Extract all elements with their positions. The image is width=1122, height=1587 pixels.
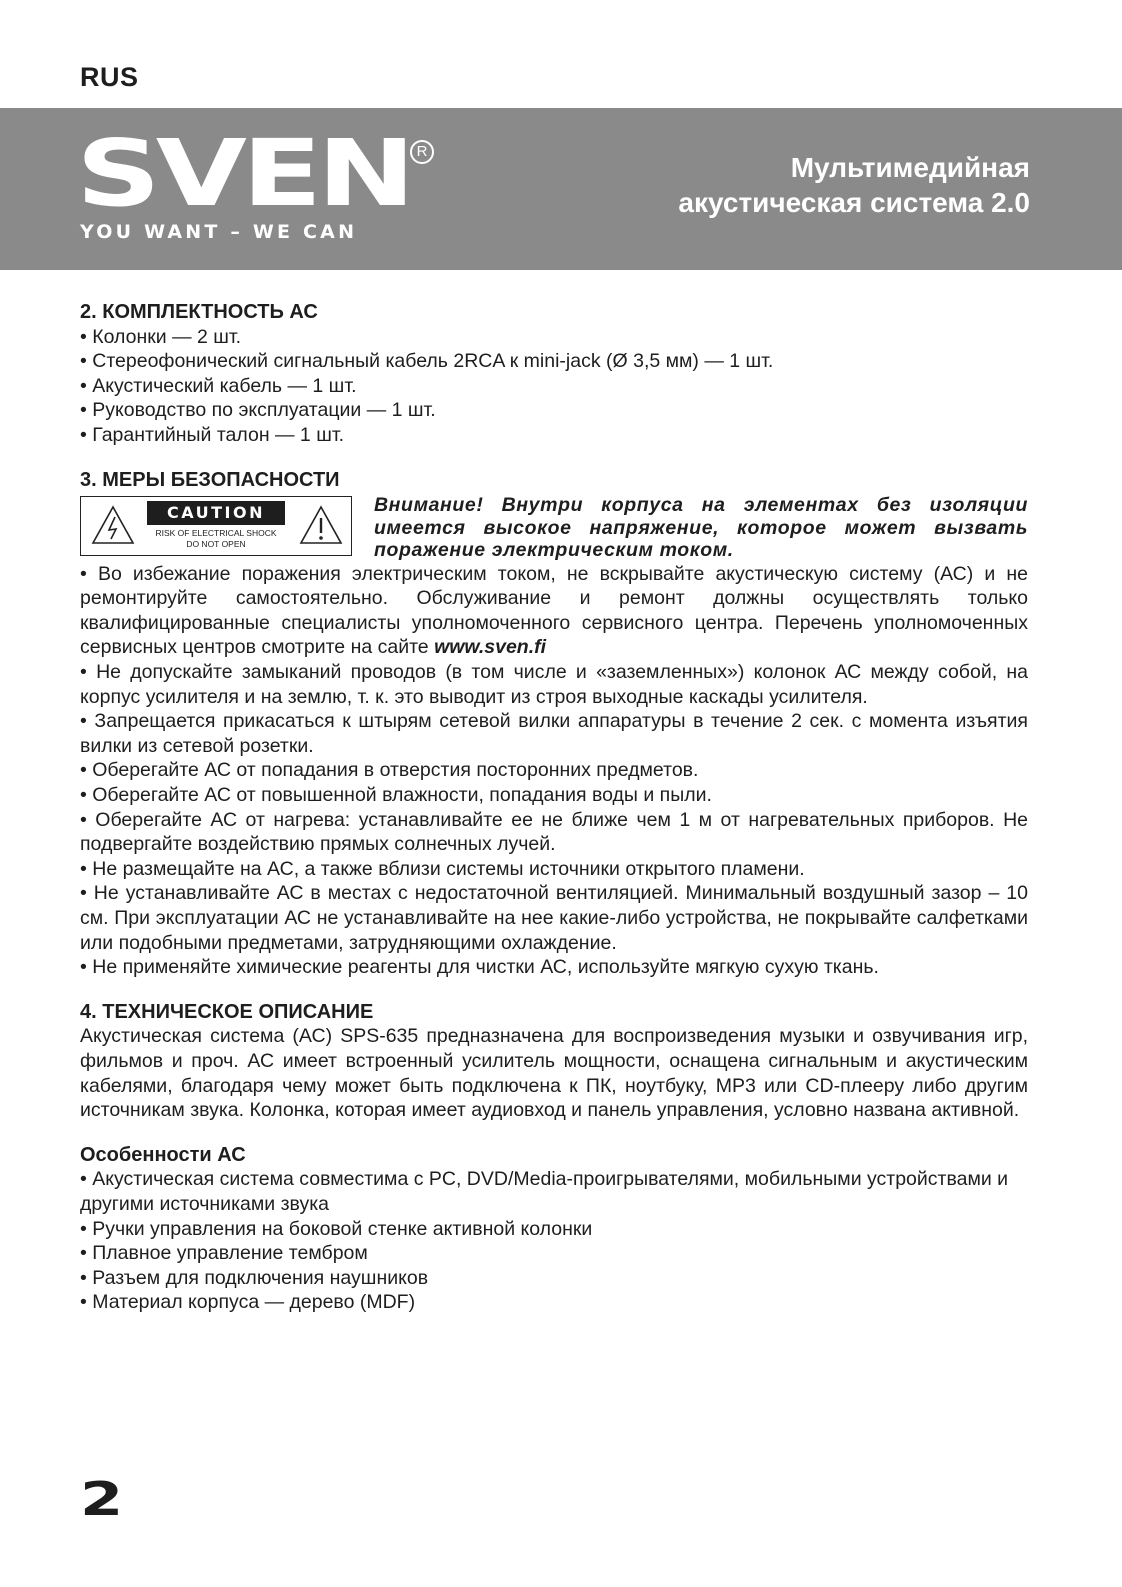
caution-label-box	[80, 496, 352, 556]
section-title: 3. МЕРЫ БЕЗОПАСНОСТИ	[80, 468, 340, 491]
list-item: • Оберегайте АС от нагрева: устанавливайте ее не ближе чем 1 м от нагревательных приборов. Не подвергайте воздействию прямых солнечных лучей.	[80, 808, 1028, 856]
list-item: • Запрещается прикасаться к штырям сетевой вилки аппаратуры в течение 2 сек. с момента изъятия вилки из сетевой розетки.	[80, 710, 1028, 757]
list-item: • Руководство по эксплуатации — 1 шт.	[80, 399, 436, 422]
product-title-line2: акустическая система 2.0	[678, 187, 1030, 218]
section-technical-description	[80, 1000, 1028, 1123]
language-label: RUS	[80, 62, 139, 92]
section-features	[80, 1143, 1028, 1315]
caution-subtext: RISK OF ELECTRICAL SHOCK	[155, 528, 277, 539]
list-item: • Разъем для подключения наушников	[80, 1266, 429, 1289]
list-item: • Оберегайте АС от попадания в отверстия посторонних предметов.	[80, 759, 699, 782]
brand-tagline: YOU WANT – WE CAN	[80, 221, 358, 243]
list-item: • Плавное управление тембром	[80, 1242, 368, 1265]
caution-block	[80, 494, 1028, 562]
list-item-text: • Во избежание поражения электрическим током, не вскрывайте акустическую систему (АС) и не ремонтируйте самостоятельно. Обслуживание и ремонт должны осуществлять только квалифицированные специалисты уполномоченного сервисного центра. Перечень уполномоченных сервисных центров смотрите на сайте	[80, 562, 1028, 659]
list-item: • Стереофонический сигнальный кабель 2RCA к mini-jack (Ø 3,5 мм) — 1 шт.	[80, 350, 774, 373]
document-body	[80, 300, 1028, 1315]
list-item: • Акустический кабель — 1 шт.	[80, 374, 357, 397]
section-title: Особенности АС	[80, 1143, 246, 1166]
list-item: • Акустическая система совместима с PC, DVD/Media-проигрывателями, мобильными устройствами и другими источниками звука	[80, 1168, 1009, 1215]
electric-hazard-icon	[91, 505, 135, 545]
section-package-contents	[80, 300, 1028, 448]
product-title-line1: Мультимедийная	[790, 152, 1030, 183]
list-item: • Оберегайте АС от повышенной влажности, попадания воды и пыли.	[80, 784, 712, 806]
list-item: • Материал корпуса — дерево (MDF)	[80, 1291, 416, 1314]
section-safety	[80, 468, 1028, 980]
caution-text: CAUTION	[147, 501, 285, 525]
list-item: • Ручки управления на боковой стенке активной колонки	[80, 1217, 593, 1240]
list-item: • Не применяйте химические реагенты для чистки АС, используйте мягкую сухую ткань.	[80, 956, 879, 979]
list-item: • Не размещайте на АС, а также вблизи системы источники открытого пламени.	[80, 857, 805, 880]
list-item: • Не допускайте замыканий проводов (в том числе и «заземленных») колонок АС между собой, на корпус усилителя и на землю, т. к. это выводит из строя выходные каскады усилителя.	[80, 661, 1028, 708]
product-title	[510, 150, 1030, 220]
page-number: 2	[80, 1472, 124, 1526]
caution-subtext: DO NOT OPEN	[186, 539, 246, 550]
list-item: • Не устанавливайте АС в местах с недостаточной вентиляцией. Минимальный воздушный зазор – 10 см. При эксплуатации АС не устанавливайте на нее какие-либо устройства, не покрывайте салфетками или подобными предметами, затрудняющими охлаждение.	[80, 882, 1028, 954]
section-title: 4. ТЕХНИЧЕСКОЕ ОПИСАНИЕ	[80, 1000, 374, 1023]
list-item: • Гарантийный талон — 1 шт.	[80, 423, 345, 446]
website-link[interactable]: www.sven.fi	[434, 636, 547, 659]
section-title: 2. КОМПЛЕКТНОСТЬ АС	[80, 301, 318, 323]
registered-mark: R	[410, 140, 434, 164]
exclamation-warning-icon	[299, 505, 343, 545]
description-paragraph: Акустическая система (АС) SPS-635 предназначена для воспроизведения музыки и озвучивания игр, фильмов и проч. АС имеет встроенный усилитель мощности, оснащена сигнальным и акустическим кабелями, благодаря чему может быть подключена к ПК, ноутбуку, MP3 или CD-плееру либо другим источникам звука. Колонка, которая имеет аудиовход и панель управления, условно названа активной.	[80, 1025, 1028, 1122]
high-voltage-warning: Внимание! Внутри корпуса на элементах без изоляции имеется высокое напряжение, которое может вызвать поражение электрическим током.	[374, 494, 1028, 562]
list-item: • Колонки — 2 шт.	[80, 325, 242, 348]
list-item	[80, 562, 1028, 660]
brand-logo: SVEN	[76, 120, 411, 227]
